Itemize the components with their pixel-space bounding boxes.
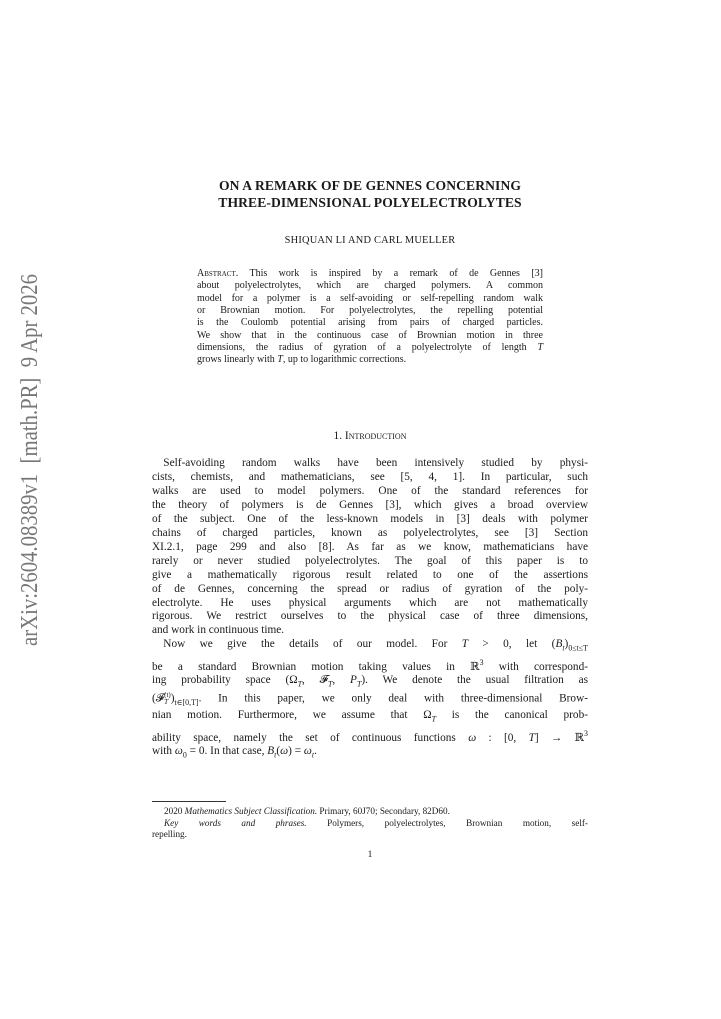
- body-line-text: Now we give the details of our model. For: [163, 638, 462, 651]
- body-line: [152, 674, 588, 691]
- math-var: 𝓕: [155, 692, 165, 705]
- math-subscript: t∈[0,T]: [174, 697, 199, 707]
- body-line-text: is the canonical prob-: [436, 709, 588, 722]
- body-line: rigorous. We restrict ourselves to the physical case of three dimensions,: [152, 610, 588, 623]
- math-subscript: 0: [182, 750, 187, 760]
- body-line: [152, 727, 588, 746]
- body-line: walks are used to model polymers. One of the standard references for: [152, 484, 588, 497]
- math-var: 𝓕: [319, 674, 329, 687]
- body-line: cists, chemists, and mathematicians, see [5, 4, 1]. In particular, such: [152, 470, 588, 483]
- section-heading: [152, 430, 588, 442]
- body-line-text: ] → ℝ: [534, 731, 585, 744]
- footnote-divider: [152, 801, 226, 802]
- footnote-label: Key words and phrases.: [164, 817, 307, 828]
- body-line: [152, 638, 588, 655]
- title-line-2: THREE-DIMENSIONAL POLYELECTROLYTES: [218, 195, 522, 210]
- body-line: electrolyte. He uses physical arguments which are not mathematically: [152, 596, 588, 609]
- body-line-text: ability space, namely the set of continuous functions: [152, 731, 469, 744]
- body-line: chains of charged particles, known as polyelectrolytes, see [3] Section: [152, 526, 588, 539]
- body-line-text: ing probability space (Ω: [152, 674, 298, 687]
- body-line-text: Self-avoiding random walks have been intensively studied by physi-: [163, 457, 588, 469]
- math-var: ω: [280, 745, 289, 758]
- abstract-line: [197, 342, 543, 354]
- abstract: [197, 268, 543, 367]
- body-line-text: .: [314, 745, 317, 758]
- body-line: of de Gennes, concerning the spread or radius of gyration of the poly-: [152, 582, 588, 595]
- math-var: T: [461, 638, 469, 651]
- math-superscript: 3: [584, 728, 588, 738]
- body-line-text: nian motion. Furthermore, we assume that Ω: [152, 709, 432, 722]
- abstract-line: [197, 268, 543, 280]
- math-var: T: [164, 697, 169, 706]
- footnote-text: Polymers, polyelectrolytes, Brownian motion, self-: [306, 817, 588, 828]
- math-var: T: [431, 714, 437, 724]
- body-line: give a mathematically rigorous result related to one of the assertions: [152, 568, 588, 581]
- authors: SHIQUAN LI AND CARL MUELLER: [284, 235, 456, 246]
- math-var: ω: [303, 745, 312, 758]
- body-line-text: > 0, let (: [468, 638, 556, 651]
- math-var: T: [528, 731, 535, 744]
- math-subscript: 0≤t≤T: [568, 643, 588, 653]
- abstract-line: [197, 354, 543, 366]
- body-text: [152, 457, 588, 762]
- body-line-text: = 0. In that case,: [186, 745, 268, 758]
- math-var: P: [350, 674, 357, 687]
- abstract-label: Abstract.: [197, 268, 239, 279]
- section-number: 1.: [333, 430, 343, 442]
- paper-title: [152, 177, 588, 211]
- body-line: and work in continuous time.: [152, 624, 285, 637]
- abstract-line: or Brownian motion. For polyelectrolytes, the repelling potential: [197, 305, 543, 317]
- math-var: T: [277, 354, 283, 366]
- body-line: (𝓕 (t) T )$_{t\in[0,T]}$. In this paper, we only deal with three-dimensional Brow-: [152, 690, 588, 707]
- body-line: the theory of polymers is de Gennes [3], which gives a broad overview: [152, 498, 588, 511]
- body-line: [152, 457, 588, 471]
- body-line: [152, 709, 588, 726]
- math-var: T: [356, 679, 362, 689]
- page-number: 1: [367, 850, 373, 860]
- footnotes: [152, 806, 588, 841]
- body-line-text: ): [564, 638, 569, 651]
- body-line-text: ) =: [288, 745, 304, 758]
- section-title: Introduction: [344, 430, 407, 442]
- body-line: [152, 656, 588, 675]
- body-line: rarely or never studied polyelectrolytes. The goal of this paper is to: [152, 554, 588, 567]
- abstract-line: We show that in the continuous case of Brownian motion in three: [197, 329, 543, 341]
- body-line-text: . In this paper, we only deal with three-dimensional Brow-: [198, 692, 588, 705]
- footnote-keywords-cont: repelling.: [152, 829, 187, 840]
- math-var: t: [274, 750, 277, 760]
- math-var: T: [297, 679, 303, 689]
- body-line: of the subject. One of the less-known models in [3] deals with polymer: [152, 512, 588, 525]
- abstract-text: dimensions, the radius of gyration of a polyelectrolyte of length: [197, 342, 538, 354]
- abstract-text: grows linearly with: [197, 354, 278, 366]
- math-superscript: (t): [164, 690, 171, 699]
- body-line-text: with correspond-: [483, 660, 588, 673]
- abstract-text: This work is inspired by a remark of de Gennes [3]: [238, 268, 543, 279]
- math-superscript: 3: [479, 657, 484, 667]
- arxiv-identifier-stamp: [4, 270, 50, 650]
- math-var: ω: [468, 731, 477, 744]
- abstract-line: is the Coulomb potential arising from pairs of charged particles.: [197, 317, 543, 329]
- footnote-msc: [152, 806, 588, 818]
- footnote-keywords: [152, 818, 588, 830]
- abstract-line: about polyelectrolytes, which are charged polymers. A common: [197, 280, 543, 292]
- math-var: B: [555, 638, 563, 651]
- footnote-label: Mathematics Subject Classification.: [184, 806, 318, 816]
- footnote-text: 2020: [164, 806, 185, 816]
- arxiv-stamp-text: arXiv:2604.08389v1 [math.PR] 9 Apr 2026: [17, 270, 43, 646]
- abstract-text: , up to logarithmic corrections.: [282, 354, 407, 366]
- body-line-text: (: [276, 745, 281, 758]
- body-line-text: ,: [302, 674, 320, 687]
- body-line: [152, 745, 588, 762]
- title-line-1: ON A REMARK OF DE GENNES CONCERNING: [218, 178, 522, 193]
- math-supsub: [164, 692, 171, 706]
- body-line-text: ,: [332, 674, 351, 687]
- body-line-text: be a standard Brownian motion taking values in ℝ: [152, 660, 480, 673]
- abstract-line: model for a polymer is a self-avoiding or self-repelling random walk: [197, 292, 543, 304]
- math-var: ω: [174, 745, 183, 758]
- math-var: t: [311, 750, 315, 760]
- math-var: B: [267, 745, 275, 758]
- math-var: t: [562, 643, 565, 653]
- math-var: T: [328, 679, 333, 689]
- body-line-text: with: [152, 745, 175, 758]
- footnote-text: Primary, 60J70; Secondary, 82D60.: [317, 806, 450, 816]
- math-var: T: [537, 342, 543, 354]
- body-line: XI.2.1, page 299 and also [8]. As far as we know, mathematicians have: [152, 540, 588, 553]
- body-line-text: : [0,: [476, 731, 529, 744]
- body-line-text: ). We denote the usual filtration as: [361, 674, 588, 687]
- arxiv-stamp-svg: [4, 270, 50, 650]
